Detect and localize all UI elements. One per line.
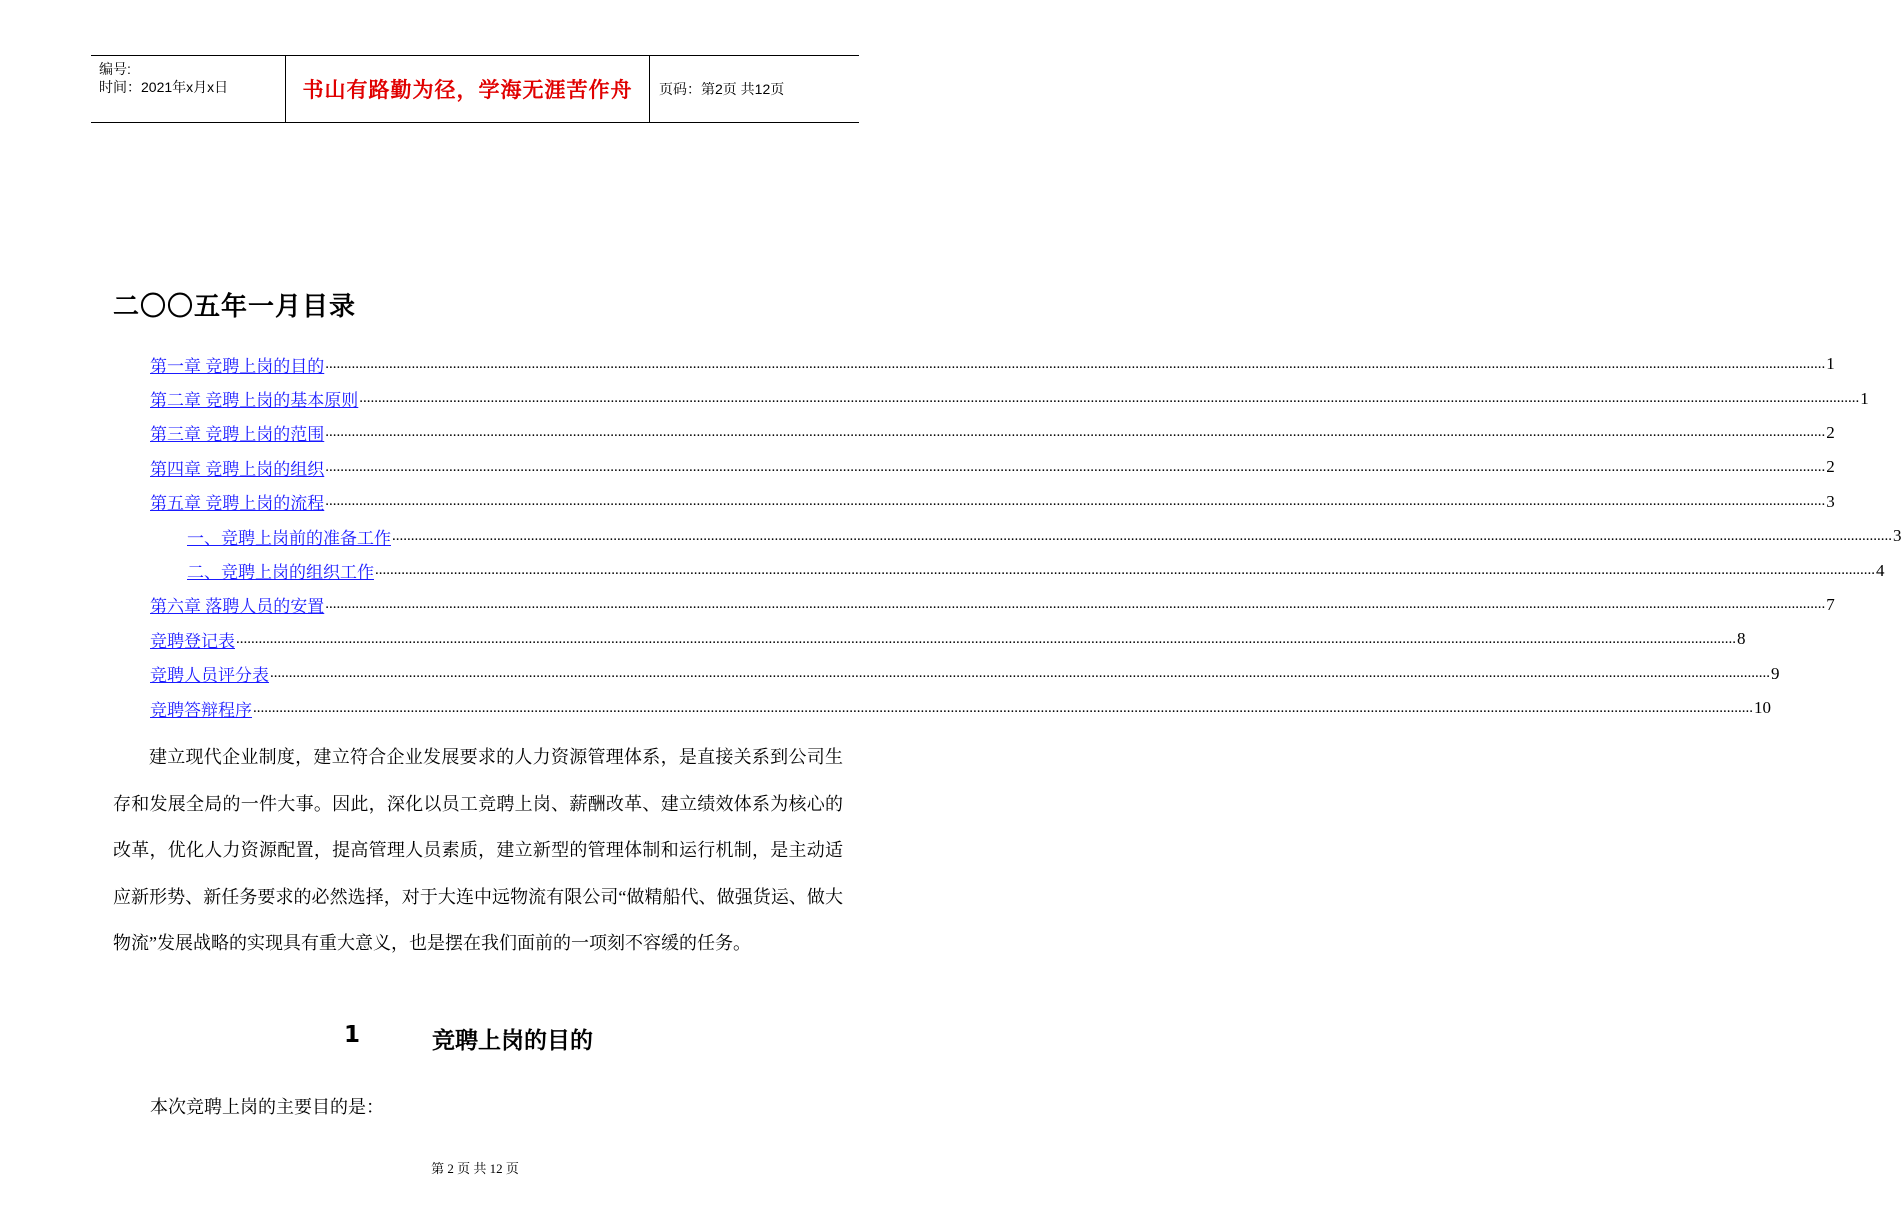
toc-page-number: 7: [1826, 594, 1835, 614]
toc-link[interactable]: 第二章 竞聘上岗的基本原则: [150, 391, 359, 411]
toc-link[interactable]: 第五章 竞聘上岗的流程: [150, 494, 325, 514]
toc-leader-dots: ................................................................................................................................................................................................................................................................................................................................................................................................................: [325, 458, 1826, 475]
toc-item[interactable]: [150, 553, 1885, 587]
toc-leader-dots: ................................................................................................................................................................................................................................................................................................................................................................................................................: [375, 562, 1875, 579]
toc-leader-dots: ................................................................................................................................................................................................................................................................................................................................................................................................................: [325, 355, 1826, 372]
toc-item[interactable]: [150, 691, 1771, 725]
toc-item[interactable]: [150, 657, 1780, 691]
toc-item[interactable]: [150, 519, 1902, 553]
page-footer: 第 2 页 共 12 页: [431, 1161, 519, 1176]
toc-item[interactable]: [150, 347, 1835, 381]
header-meta: [91, 56, 286, 122]
toc-link[interactable]: 第三章 竞聘上岗的范围: [150, 425, 325, 445]
toc-page-number: 1: [1860, 388, 1869, 408]
toc-page-number: 8: [1737, 629, 1746, 649]
toc-page-number: 2: [1826, 422, 1835, 442]
toc-item[interactable]: [150, 622, 1746, 656]
toc-link[interactable]: 二、竞聘上岗的组织工作: [187, 563, 374, 583]
toc-page-number: 1: [1826, 354, 1835, 374]
page-header: [91, 55, 859, 123]
toc-leader-dots: ................................................................................................................................................................................................................................................................................................................................................................................................................: [359, 390, 1860, 407]
section-intro: 本次竞聘上岗的主要目的是：: [150, 1097, 384, 1117]
toc-leader-dots: ................................................................................................................................................................................................................................................................................................................................................................................................................: [253, 699, 1753, 716]
toc-item[interactable]: [150, 450, 1835, 484]
toc-page-number: 10: [1754, 698, 1771, 718]
toc-link[interactable]: 竞聘登记表: [150, 631, 235, 651]
header-page-info: 页码：第2页 共12页: [659, 81, 785, 97]
toc-page-number: 9: [1771, 663, 1780, 683]
toc-link[interactable]: 竞聘答辩程序: [150, 700, 252, 720]
toc-page-number: 2: [1826, 457, 1835, 477]
section-title: 竞聘上岗的目的: [432, 1028, 593, 1054]
header-motto: 书山有路勤为径，学海无涯苦作舟: [286, 56, 650, 122]
document-title: 二〇〇五年一月目录: [113, 292, 357, 322]
toc-item[interactable]: [150, 588, 1835, 622]
toc-page-number: 3: [1826, 491, 1835, 511]
toc-item[interactable]: [150, 416, 1835, 450]
toc-page-number: 3: [1893, 526, 1902, 546]
toc-link[interactable]: 第一章 竞聘上岗的目的: [150, 356, 325, 376]
time-label: 时间：2021年x月x日: [99, 79, 229, 95]
toc-item[interactable]: [150, 381, 1869, 415]
table-of-contents: [150, 347, 1902, 725]
toc-item[interactable]: [150, 485, 1835, 519]
toc-leader-dots: ................................................................................................................................................................................................................................................................................................................................................................................................................: [392, 527, 1892, 544]
toc-link[interactable]: 竞聘人员评分表: [150, 666, 269, 686]
toc-link[interactable]: 第六章 落聘人员的安置: [150, 597, 325, 617]
toc-leader-dots: ................................................................................................................................................................................................................................................................................................................................................................................................................: [325, 424, 1826, 441]
toc-leader-dots: ................................................................................................................................................................................................................................................................................................................................................................................................................: [325, 596, 1826, 613]
toc-page-number: 4: [1876, 560, 1885, 580]
toc-leader-dots: ................................................................................................................................................................................................................................................................................................................................................................................................................: [270, 665, 1770, 682]
intro-paragraph: 建立现代企业制度，建立符合企业发展要求的人力资源管理体系，是直接关系到公司生存和发展全局的一件大事。因此，深化以员工竞聘上岗、薪酬改革、建立绩效体系为核心的改革，优化人力资源配置，提高管理人员素质，建立新型的管理体制和运行机制，是主动适应新形势、新任务要求的必然选择，对于大连中远物流有限公司“做精船代、做强货运、做大物流”发展战略的实现具有重大意义，也是摆在我们面前的一项刻不容缓的任务。: [113, 747, 843, 954]
number-label: 编号:: [99, 61, 131, 77]
toc-link[interactable]: 一、竞聘上岗前的准备工作: [187, 528, 391, 548]
toc-leader-dots: ................................................................................................................................................................................................................................................................................................................................................................................................................: [325, 493, 1826, 510]
toc-leader-dots: ................................................................................................................................................................................................................................................................................................................................................................................................................: [236, 630, 1736, 647]
section-number: 1: [344, 1022, 361, 1048]
toc-link[interactable]: 第四章 竞聘上岗的组织: [150, 459, 325, 479]
